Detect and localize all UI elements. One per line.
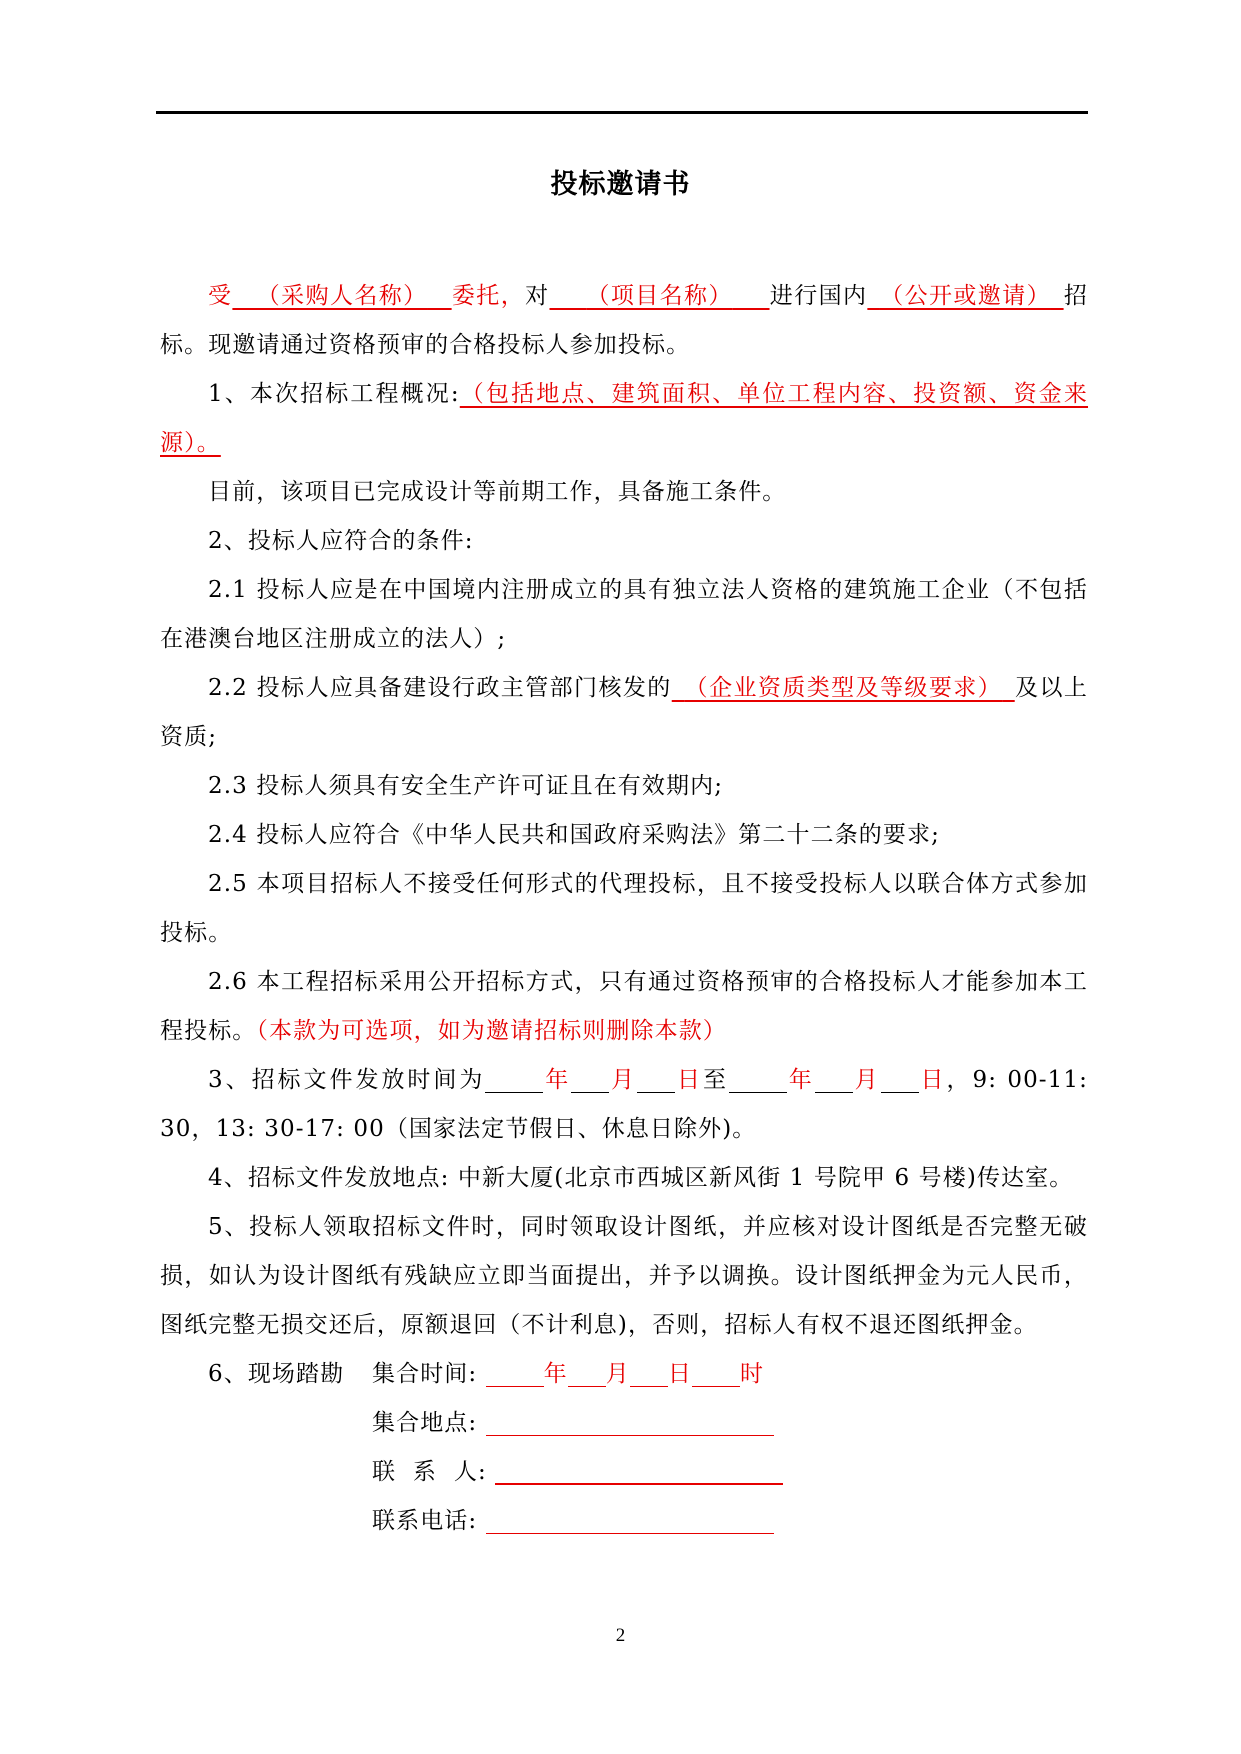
year-label: 年 (543, 1361, 568, 1387)
assembly-time-row (372, 1350, 764, 1399)
section-2-6-text: 2.6 本工程招标采用公开招标方式，只有通过资格预审的合格投标人才能参加本工程投标。 (160, 969, 1088, 1044)
page-number: 2 (615, 1625, 626, 1646)
section-6-site-visit (160, 1350, 1088, 1546)
section-1 (160, 370, 1088, 468)
contact-person-blank (495, 1459, 783, 1485)
visit-hour-blank (692, 1362, 740, 1387)
section-2-2 (160, 664, 1088, 762)
intro-entrust: 委托， (451, 283, 526, 309)
issue-start-month-blank (571, 1068, 609, 1093)
section-2-2-tail: 及以上资质; (160, 675, 1088, 750)
project-overview-blank: （包括地点、建筑面积、单位工程内容、投资额、资金来源）。 (160, 381, 1089, 456)
range-to-label: 至 (702, 1067, 729, 1093)
section-2-2-text: 2.2 投标人应具备建设行政主管部门核发的 (208, 675, 672, 701)
day-label: 日 (667, 1361, 692, 1387)
year-label: 年 (543, 1067, 572, 1093)
section-2-4: 2.4 投标人应符合《中华人民共和国政府采购法》第二十二条的要求; (208, 822, 940, 848)
hour-label: 时 (740, 1361, 765, 1387)
section-3-hours: ，9: 00-11: 30，13: 30-17: 00（国家法定节假日、休息日除外)。 (160, 1067, 1088, 1142)
contact-phone-blank (486, 1509, 774, 1534)
visit-month-blank (568, 1362, 606, 1387)
section-1-label: 1、本次招标工程概况: (208, 381, 460, 407)
issue-end-day-blank (881, 1068, 919, 1093)
assembly-place-blank (486, 1411, 774, 1436)
intro-rest: 招标。现邀请通过资格预审的合格投标人参加投标。 (160, 283, 1088, 358)
month-label: 月 (852, 1067, 881, 1093)
section-2-heading: 2、投标人应符合的条件: (208, 528, 474, 554)
intro-lead: 受 (208, 283, 233, 309)
assembly-place-label: 集合地点: (372, 1410, 478, 1436)
qualification-blank: （企业资质类型及等级要求） (684, 675, 1003, 701)
month-label: 月 (609, 1067, 638, 1093)
section-2-5: 2.5 本项目招标人不接受任何形式的代理投标，且不接受投标人以联合体方式参加投标。 (160, 871, 1088, 946)
purchaser-name-blank: （采购人名称） (256, 283, 428, 309)
visit-day-blank (630, 1362, 668, 1387)
section-1-status: 目前，该项目已完成设计等前期工作，具备施工条件。 (208, 479, 787, 505)
section-5: 5、投标人领取招标文件时，同时领取设计图纸，并应核对设计图纸是否完整无破损，如认为设计图纸有残缺应立即当面提出，并予以调换。设计图纸押金为元人民币，图纸完整无损交还后，原额退回（不计利息)，否则，招标人有权不退还图纸押金。 (160, 1214, 1088, 1338)
assembly-place-row (372, 1399, 774, 1448)
contact-person-row (372, 1448, 783, 1497)
contact-phone-row (372, 1497, 774, 1546)
issue-end-year-blank (729, 1068, 787, 1093)
contact-phone-label: 联系电话: (372, 1508, 478, 1534)
section-6-label: 6、现场踏勘 (208, 1361, 345, 1387)
section-4: 4、招标文件发放地点: 中新大厦(北京市西城区新风街 1 号院甲 6 号楼)传达室。 (208, 1165, 1074, 1191)
section-3-text: 3、招标文件发放时间为 (208, 1067, 486, 1093)
issue-start-day-blank (637, 1068, 675, 1093)
contact-person-label: 联 系 人: (372, 1459, 487, 1485)
tender-mode-blank: （公开或邀请） (879, 283, 1051, 309)
section-3 (160, 1056, 1088, 1154)
visit-year-blank (486, 1362, 544, 1387)
header-rule (156, 111, 1088, 114)
issue-start-year-blank (485, 1068, 543, 1093)
day-label: 日 (675, 1067, 703, 1093)
section-2-6-note: （本款为可选项，如为邀请招标则删除本款） (256, 1018, 727, 1044)
year-label: 年 (786, 1067, 815, 1093)
intro-to: 对 (525, 283, 550, 309)
intro-paragraph (160, 272, 1088, 370)
issue-end-month-blank (815, 1068, 853, 1093)
project-name-blank: （项目名称） (586, 283, 733, 309)
section-2-6 (160, 958, 1088, 1056)
section-2-1: 2.1 投标人应是在中国境内注册成立的具有独立法人资格的建筑施工企业（不包括在港澳台地区注册成立的法人）; (160, 577, 1088, 652)
intro-domestic: 进行国内 (769, 283, 868, 309)
day-label: 日 (918, 1067, 947, 1093)
document-title: 投标邀请书 (550, 169, 691, 200)
assembly-time-label: 集合时间: (372, 1361, 478, 1387)
month-label: 月 (605, 1361, 630, 1387)
section-2-3: 2.3 投标人须具有安全生产许可证且在有效期内; (208, 773, 724, 799)
document-body (160, 272, 1088, 1546)
